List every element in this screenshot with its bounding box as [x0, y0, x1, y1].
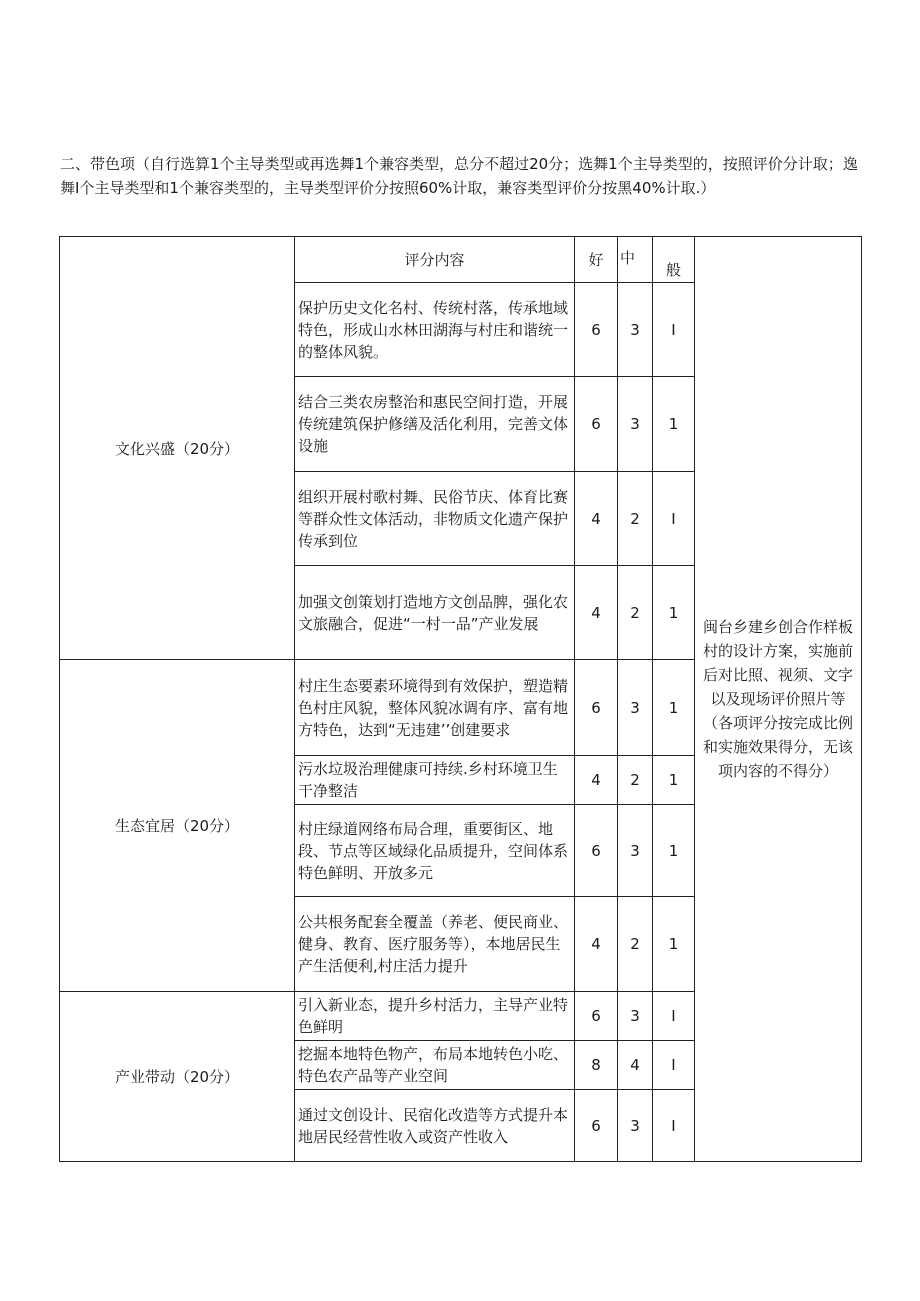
score-table: [59, 236, 862, 1162]
category-cell: 生态宜居（20分）: [60, 660, 295, 992]
score-mid: 2: [618, 472, 653, 566]
score-good: 8: [575, 1041, 618, 1090]
evidence-note: 闽台乡建乡创合作样板村的设计方案，实施前后对比照、视须、文字以及现场评价照片等（各项评分按完成比例和实施效果得分，无该项内容的不得分）: [695, 237, 862, 1162]
score-mid: 2: [618, 566, 653, 660]
score-mid: 3: [618, 1090, 653, 1162]
score-good: 6: [575, 992, 618, 1041]
score-avg: 1: [653, 897, 695, 992]
score-avg: I: [653, 1041, 695, 1090]
score-mid: 3: [618, 377, 653, 472]
score-avg: 1: [653, 660, 695, 756]
score-avg: I: [653, 283, 695, 377]
score-mid: 2: [618, 897, 653, 992]
score-mid: 2: [618, 756, 653, 805]
row-content: 保护历史文化名村、传统村落，传承地域特色，形成山水林田湖海与村庄和谐统一的整体风貌。: [295, 283, 575, 377]
table-header-row: [60, 237, 862, 283]
score-avg: 1: [653, 756, 695, 805]
row-content: 组织开展村歌村舞、民俗节庆、体育比赛等群众性文体活动，非物质文化遗产保护传承到位: [295, 472, 575, 566]
score-good: 4: [575, 472, 618, 566]
score-good: 6: [575, 283, 618, 377]
score-avg: I: [653, 992, 695, 1041]
score-good: 6: [575, 1090, 618, 1162]
row-content: 村庄生态要素环境得到有效保护，塑造精色村庄风貌，整体风貌冰调有序、富有地方特色，达到“无违建’’创建要求: [295, 660, 575, 756]
header-good: 好: [575, 237, 618, 283]
score-mid: 3: [618, 992, 653, 1041]
score-good: 4: [575, 756, 618, 805]
score-avg: I: [653, 1090, 695, 1162]
row-content: 结合三类农房整治和惠民空间打造，开展传统建筑保护修缮及活化利用，完善文体设施: [295, 377, 575, 472]
score-good: 6: [575, 805, 618, 897]
row-content: 引入新业态，提升乡村活力，主导产业特色鲜明: [295, 992, 575, 1041]
score-avg: 1: [653, 566, 695, 660]
row-content: 村庄绿道网络布局合理，重要街区、地段、节点等区域绿化品质提升，空间体系特色鲜明、开放多元: [295, 805, 575, 897]
score-mid: 3: [618, 283, 653, 377]
row-content: 污水垃圾治理健康可持续.乡村环境卫生干净整洁: [295, 756, 575, 805]
score-mid: 3: [618, 805, 653, 897]
category-cell: 文化兴盛（20分）: [60, 237, 295, 660]
score-avg: I: [653, 472, 695, 566]
score-avg: 1: [653, 377, 695, 472]
score-avg: 1: [653, 805, 695, 897]
header-content: 评分内容: [295, 237, 575, 283]
score-mid: 4: [618, 1041, 653, 1090]
row-content: 挖掘本地特色物产，布局本地转色小吃、特色农产品等产业空间: [295, 1041, 575, 1090]
score-good: 6: [575, 660, 618, 756]
score-mid: 3: [618, 660, 653, 756]
score-good: 4: [575, 566, 618, 660]
header-mid: 中: [618, 237, 653, 283]
row-content: 公共根务配套全覆盖（养老、便民商业、健身、教育、医疗服务等），本地居民生产生活便利,村庄活力提升: [295, 897, 575, 992]
score-good: 6: [575, 377, 618, 472]
category-cell: 产业带动（20分）: [60, 992, 295, 1162]
score-good: 4: [575, 897, 618, 992]
row-content: 通过文创设计、民宿化改造等方式提升本地居民经营性收入或资产性收入: [295, 1090, 575, 1162]
row-content: 加强文创策划打造地方文创品脾，强化农文旅融合，促进“一村一品”产业发展: [295, 566, 575, 660]
header-avg: 般: [653, 237, 695, 283]
section-intro: 二、带色项（自行选算1个主导类型或再选舞1个兼容类型，总分不超过20分；选舞1个主导类型的，按照评价分计取；逸舞I个主导类型和1个兼容类型的，主导类型评价分按照60%计取，兼容类型评价分按黑40%计取.）: [60, 155, 858, 197]
